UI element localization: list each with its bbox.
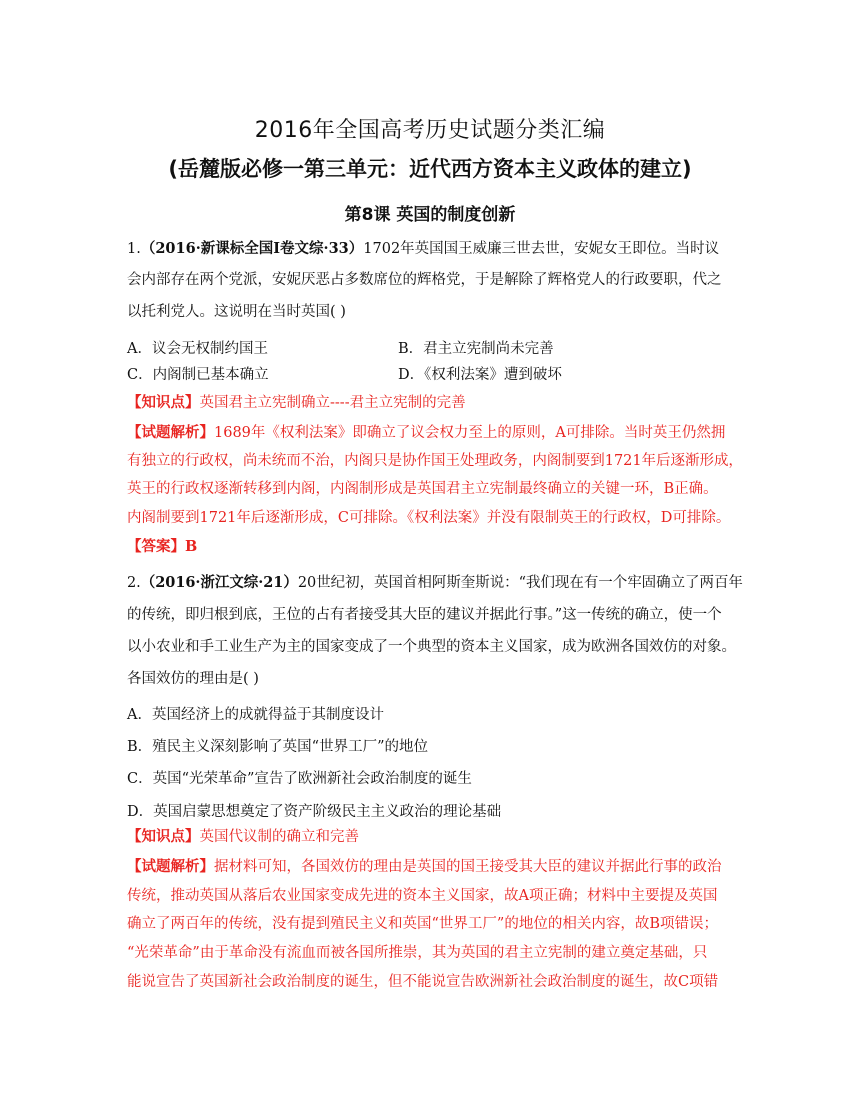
q2-source: （2016·浙江文综·21） <box>140 574 298 591</box>
q2-analysis-line-2: 传统，推动英国从落后农业国家变成先进的资本主义国家，故A项正确；材料中主要提及英国 <box>127 888 718 904</box>
q1-source: （2016·新课标全国Ⅰ卷文综·33） <box>140 240 364 257</box>
q1-option-a: A．议会无权制约国王 <box>127 341 268 357</box>
q1-answer-tag: 【答案】 <box>127 538 185 555</box>
q1-knowledge-point <box>127 393 737 413</box>
q2-analysis-line-4: “光荣革命”由于革命没有流血而被各国所推崇，其为英国的君主立宪制的建立奠定基础，只 <box>127 945 708 961</box>
q2-option-d: D．英国启蒙思想奠定了资产阶级民主主义政治的理论基础 <box>127 804 502 820</box>
q1-option-d: D．《权利法案》遭到破坏 <box>398 367 562 383</box>
q1-kp-tag: 【知识点】 <box>127 394 200 411</box>
q1-answer-value: B <box>185 538 198 555</box>
q1-analysis-text-1: 1689年《权利法案》即确立了议会权力至上的原则，A可排除。当时英王仍然拥 <box>214 425 726 441</box>
q2-analysis-line-5: 能说宣告了英国新社会政治制度的诞生，但不能说宣告欧洲新社会政治制度的诞生，故C项错 <box>127 974 719 990</box>
q2-analysis-line-1 <box>127 857 737 877</box>
q1-stem-line-2: 会内部存在两个党派，安妮厌恶占多数席位的辉格党，于是解除了辉格党人的行政要职，代之 <box>127 272 722 288</box>
q2-analysis-text-1: 据材料可知，各国效仿的理由是英国的国王接受其大臣的建议并据此行事的政治 <box>214 859 722 875</box>
q1-number: 1. <box>127 241 141 257</box>
q2-analysis-line-3: 确立了两百年的传统，没有提到殖民主义和英国“世界工厂”的地位的相关内容，故B项错误； <box>127 916 718 932</box>
q1-answer <box>127 537 737 557</box>
q2-kp-text: 英国代议制的确立和完善 <box>199 829 359 845</box>
q2-option-b: B．殖民主义深刻影响了英国“世界工厂”的地位 <box>127 739 428 755</box>
q2-kp-tag: 【知识点】 <box>127 828 200 845</box>
q1-analysis-line-2: 有独立的行政权，尚未统而不治，内阁只是协作国王处理政务，内阁制要到1721年后逐渐形成， <box>127 453 743 469</box>
q1-stem-line-3: 以托利党人。这说明在当时英国( ) <box>127 304 346 320</box>
q2-stem-line-3: 以小农业和手工业生产为主的国家变成了一个典型的资本主义国家，成为欧洲各国效仿的对象。 <box>127 639 736 655</box>
q1-stem-line-1 <box>127 239 737 259</box>
q2-option-a: A．英国经济上的成就得益于其制度设计 <box>127 707 384 723</box>
q2-analysis-tag: 【试题解析】 <box>127 858 214 875</box>
q1-analysis-line-4: 内阁制要到1721年后逐渐形成，C可排除。《权利法案》并没有限制英王的行政权，D可排除。 <box>127 510 731 526</box>
document-title: 2016年全国高考历史试题分类汇编 <box>254 118 606 143</box>
q2-stem-line-1 <box>127 573 743 593</box>
q1-stem-text-1: 1702年英国国王威廉三世去世，安妮女王即位。当时议 <box>363 241 720 257</box>
q2-stem-text-1: 20世纪初，英国首相阿斯奎斯说：“我们现在有一个牢固确立了两百年 <box>297 575 743 591</box>
q2-knowledge-point <box>127 827 737 847</box>
q2-option-c: C．英国“光荣革命”宣告了欧洲新社会政治制度的诞生 <box>127 771 472 787</box>
q1-analysis-tag: 【试题解析】 <box>127 424 214 441</box>
q2-number: 2. <box>127 575 141 591</box>
q1-analysis-line-3: 英王的行政权逐渐转移到内阁，内阁制形成是英国君主立宪制最终确立的关键一环，B正确。 <box>127 481 718 497</box>
q1-analysis-line-1 <box>127 423 737 443</box>
document-subtitle: (岳麓版必修一第三单元：近代西方资本主义政体的建立) <box>168 157 692 181</box>
q1-option-b: B．君主立宪制尚未完善 <box>398 341 554 357</box>
lesson-heading: 第8课 英国的制度创新 <box>344 205 516 225</box>
q1-option-c: C．内阁制已基本确立 <box>127 367 269 383</box>
q1-kp-text: 英国君主立宪制确立----君主立宪制的完善 <box>199 395 466 411</box>
q2-stem-line-2: 的传统，即归根到底，王位的占有者接受其大臣的建议并据此行事。”这一传统的确立，使一个 <box>127 607 722 623</box>
q2-stem-line-4: 各国效仿的理由是( ) <box>127 671 259 687</box>
